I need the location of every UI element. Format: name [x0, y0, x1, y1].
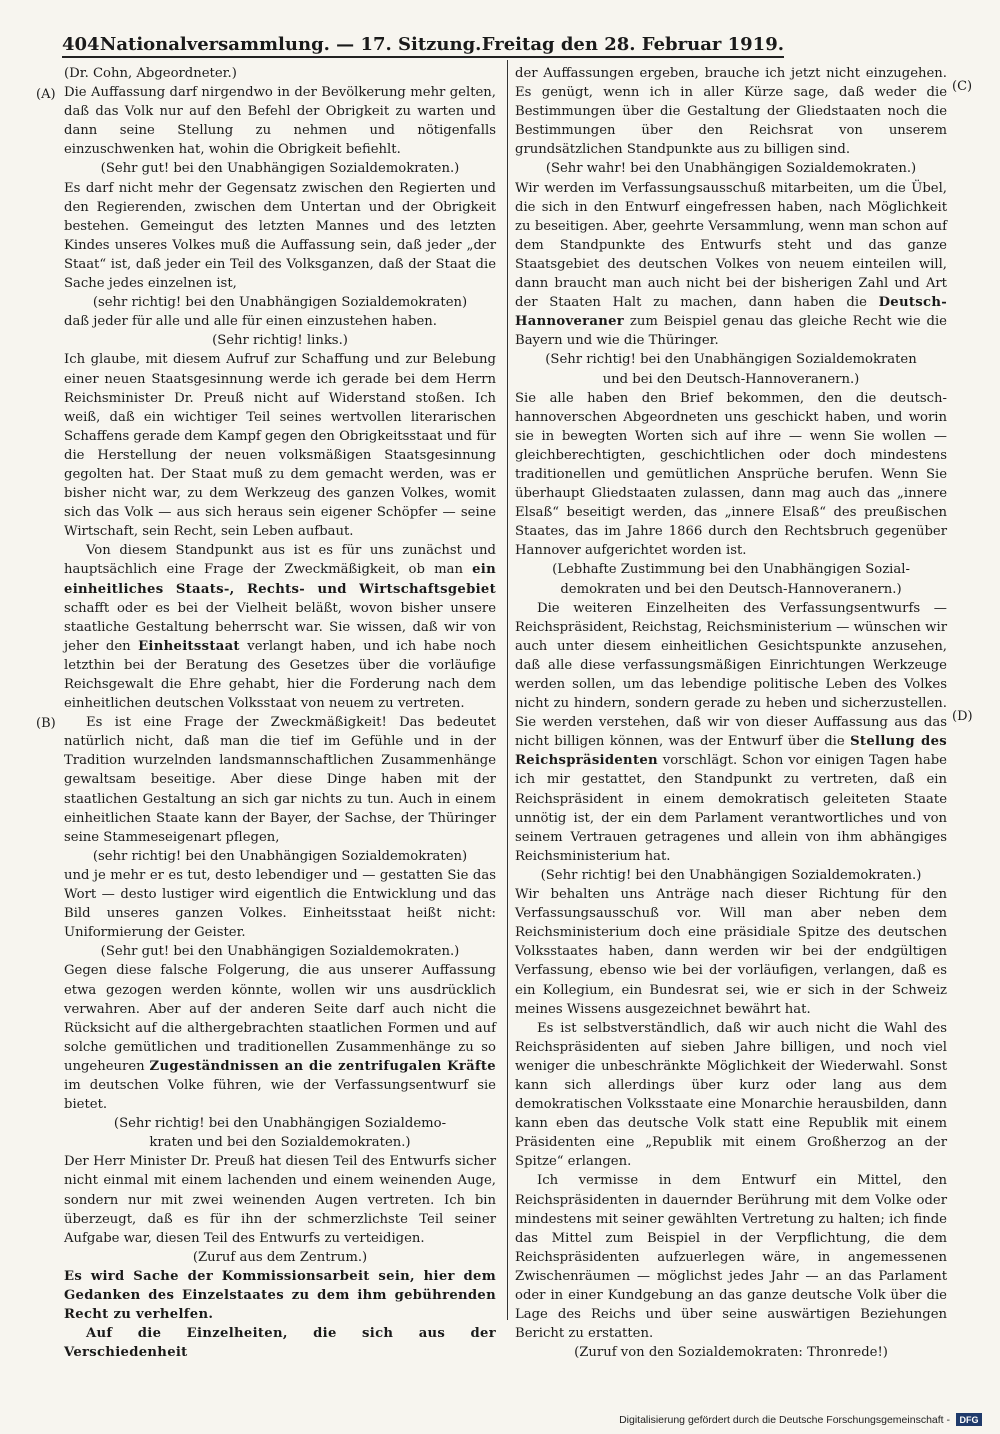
text-run: im deutschen Volke führen, wie der Verfassungsentwurf sie bietet.	[64, 1077, 496, 1113]
paragraph: Es ist eine Frage der Zweckmäßigkeit! Das bedeutet natürlich nicht, daß man die tief im Gefühle und in der Tradition wurzelnden landsmannschaftlichen Zusammenhänge gewaltsam beseitige. Aber diese Dinge haben mit der staatlichen Gestaltung an sich gar nichts zu tun. Auch in einem einheitlichen Staate kann der Bayer, der Sachse, der Thüringer seine Stammeseigenart pflegen,	[64, 715, 496, 845]
interjection: kraten und bei den Sozialdemokraten.)	[149, 1135, 411, 1151]
paragraph: Die Auffassung darf nirgendwo in der Bevölkerung mehr gelten, daß das Volk nur auf den Befehl der Obrigkeit zu warten und dann seine Stellung zu nehmen und nötigenfalls einzuschwenken hat, wohin die Obrigkeit befiehlt.	[64, 85, 496, 158]
paragraph: Der Herr Minister Dr. Preuß hat diesen Teil des Entwurfs sicher nicht einmal mit einem lachenden und einem weinenden Auge, sondern nur mit zwei weinenden Augen vertreten. Ich bin überzeugt, daß es für ihn der schmerzlichste Teil seiner Aufgabe war, diesen Teil des Entwurfs zu verteidigen.	[64, 1154, 496, 1246]
emphasis-text: Zugeständnissen an die zentrifugalen Kräfte	[149, 1058, 496, 1074]
emphasis-text: ein einheitliches Staats-, Rechts- und Wirtschaftsgebiet	[64, 562, 496, 597]
interjection: (Zuruf von den Sozialdemokraten: Thronrede!)	[574, 1345, 888, 1361]
paragraph	[515, 599, 947, 866]
credit-text: Digitalisierung gefördert durch die Deutsche Forschungsgemeinschaft -	[619, 1413, 950, 1426]
interjection: (Zuruf aus dem Zentrum.)	[192, 1249, 368, 1265]
digitization-credit	[619, 1413, 982, 1426]
interjection: (Sehr richtig! bei den Unabhängigen Sozialdemo-	[113, 1116, 447, 1132]
paragraph: Es wird Sache der Kommissionsarbeit sein, hier dem Gedanken des Einzelstaates zu dem ihm gebührenden Recht zu verhelfen.	[64, 1268, 496, 1323]
interjection: (sehr richtig! bei den Unabhängigen Sozialdemokraten)	[92, 295, 468, 311]
session-title: Nationalversammlung. — 17. Sitzung.	[99, 33, 482, 55]
interjection: (Sehr gut! bei den Unabhängigen Sozialdemokraten.)	[100, 161, 460, 177]
paragraph: Ich glaube, mit diesem Aufruf zur Schaffung und zur Belebung einer neuen Staatsgesinnung werde ich gerade bei dem Herrn Reichsminister Dr. Preuß nicht auf Widerstand stoßen. Ich weiß, daß ein wichtiger Teil seines wertvollen literarischen Schaffens gerade dem Kampf gegen den Obrigkeitsstaat und für die Herstellung der neuen volksmäßigen Staatsgesinnung gegolten hat. Der Staat muß zu dem gemacht werden, was er bisher nicht war, zu dem Werkzeug des ganzen Volkes, womit sich das Volk — aus sich heraus sein eigener Schöpfer — seine Wirtschaft, sein Recht, sein Leben aufbaut.	[64, 352, 496, 540]
paragraph: der Auffassungen ergeben, brauche ich jetzt nicht einzugehen. Es genügt, wenn ich in aller Kürze sage, daß weder die Bestimmungen über die Gestaltung der Gliedstaaten noch die Bestimmungen über den Reichsrat von unserem grundsätzlichen Standpunkte aus zu billigen sind.	[515, 66, 947, 158]
text-run: Wir werden im Verfassungsausschuß mitarbeiten, um die Übel, die sich in den Entwurf eingefressen haben, nach Möglichkeit zu beseitigen. Aber, geehrte Versammlung, wenn man schon auf dem Standpunkte des Entwurfs steht und das ganze Staatsgebiet des deutschen Volkes von neuem einteilen will, dann braucht man auch nicht bei der bisherigen Zahl und Art der Staaten Halt zu machen, dann haben die	[515, 180, 947, 311]
text-run: schafft oder es bei der Vielheit beläßt, wovon bisher unsere staatliche Gestaltung beherrscht war. Sie wissen, daß wir von jeher den	[64, 600, 496, 654]
text-run: vorschlägt. Schon vor einigen Tagen habe ich mir gestattet, den Standpunkt zu vertreten, daß ein Reichspräsident in einem demokratisch geleiteten Staate unnötig ist, der ein dem Parlament verantwortliches und von seinem Vertrauen getragenes und allein von ihm abhängiges Reichsministerium hat.	[515, 753, 947, 864]
paragraph	[515, 179, 947, 351]
emphasis-text: Stellung des Reichspräsidenten	[515, 734, 947, 769]
right-column	[515, 64, 947, 1362]
interjection: (sehr richtig! bei den Unabhängigen Sozialdemokraten)	[92, 848, 468, 864]
session-date: Freitag den 28. Februar 1919.	[481, 33, 784, 55]
paragraph	[64, 541, 496, 713]
interjection: demokraten und bei den Deutsch-Hannoveranern.)	[560, 581, 902, 597]
speaker-note: (Dr. Cohn, Abgeordneter.)	[64, 66, 237, 81]
margin-marker-c: (C)	[952, 79, 973, 94]
emphasis-text: Einheitsstaat	[138, 638, 240, 654]
interjection: (Sehr richtig! bei den Unabhängigen Sozialdemokraten	[545, 352, 917, 368]
paragraph: Es ist selbstverständlich, daß wir auch nicht die Wahl des Reichspräsidenten auf sieben Jahre billigen, und noch viel weniger die unbeschränkte Möglichkeit der Wiederwahl. Sonst kann sich allerdings über kurz oder lang aus dem demokratischen Volksstaate eine Monarchie herausbilden, dann kann eben das deutsche Volk statt eine Republik mit einem Präsidenten eine „Republik mit einem Großherzog an der Spitze“ erlangen.	[515, 1020, 947, 1170]
page-number: 404	[62, 33, 100, 55]
emphasis-text: Deutsch-Hannoveraner	[515, 295, 947, 330]
paragraph: und je mehr er es tut, desto lebendiger und — gestatten Sie das Wort — desto lustiger wird eigentlich die Entwicklung und das Bild unseres ganzen Volkes. Einheitsstaat heißt nicht: Uniformierung der Geister.	[64, 867, 496, 941]
paragraph	[64, 961, 496, 1114]
paragraph: Es darf nicht mehr der Gegensatz zwischen den Regierten und den Regierenden, zwischen dem Untertan und der Obrigkeit bestehen. Gemeingut des letzten Mannes und des letzten Kindes unseres Volkes muß die Auffassung sein, daß jeder „der Staat“ ist, daß jeder ein Teil des Volksganzen, daß der Staat die Sache jedes einzelnen ist,	[64, 180, 496, 292]
margin-marker-a: (A)	[36, 87, 56, 102]
interjection: (Sehr richtig! links.)	[212, 333, 348, 349]
paragraph: Ich vermisse in dem Entwurf ein Mittel, den Reichspräsidenten in dauernder Berührung mit dem Volke oder mindestens mit seiner gewählten Vertretung zu halten; ich finde das Mittel zum Beispiel in der Verpflichtung, die dem Reichspräsidenten aufzuerlegen wäre, in angemessenen Zwischenräumen — möglichst jedes Jahr — an das Parlament oder in einer Kundgebung an das ganze deutsche Volk über die Lage des Reichs und über seine auswärtigen Beziehungen Bericht zu erstatten.	[515, 1173, 947, 1342]
text-run: verlangt haben, und ich habe noch letzthin bei der Beratung des Gesetzes über die vorläufige Reichsgewalt die Ehre gehabt, hier die Forderung nach dem einheitlichen deutschen Volksstaat von neuem zu vertreten.	[64, 638, 496, 712]
text-run: Die weiteren Einzelheiten des Verfassungsentwurfs — Reichspräsident, Reichstag, Reichsministerium — wünschen wir auch unter diesem einheitlichen Gesichtspunkte anzusehen, daß alle diese verfassungsmäßigen Einrichtungen Werkzeuge werden sollen, um das lebendige politische Leben des Volkes nicht zu hindern, sondern gerade zu heben und sicherzustellen. Sie werden verstehen, daß wir von dieser Auffassung aus das nicht billigen können, was der Entwurf über die	[515, 600, 947, 750]
left-column	[64, 64, 496, 1362]
interjection: (Sehr richtig! bei den Unabhängigen Sozialdemokraten.)	[540, 867, 922, 883]
page-header	[62, 32, 784, 58]
paragraph: daß jeder für alle und alle für einen einzustehen haben.	[64, 314, 437, 330]
interjection: (Sehr gut! bei den Unabhängigen Sozialdemokraten.)	[100, 944, 460, 960]
margin-marker-d: (D)	[952, 709, 973, 724]
margin-marker-b: (B)	[36, 716, 56, 731]
interjection: und bei den Deutsch-Hannoveranern.)	[602, 371, 860, 387]
dfg-logo: DFG	[956, 1413, 982, 1426]
text-run: zum Beispiel genau das gleiche Recht wie die Bayern und wie die Thüringer.	[515, 314, 947, 349]
interjection: (Sehr wahr! bei den Unabhängigen Sozialdemokraten.)	[545, 161, 917, 177]
paragraph: Sie alle haben den Brief bekommen, den die deutsch-hannoverschen Abgeordneten uns geschickt haben, und worin sie in bewegten Worten sich auf ihre — wenn Sie wollen — gleichberechtigten, geschichtlichen oder doch mindestens traditionellen und gemütlichen Ansprüche berufen. Wenn Sie überhaupt Gliedstaaten zulassen, dann mag auch das „innere Elsaß“ beseitigt werden, das „innere Elsaß“ des preußischen Staates, das im Jahre 1866 durch den Rechtsbruch gegenüber Hannover aufgerichtet worden ist.	[515, 390, 947, 559]
text-run: Gegen diese falsche Folgerung, die aus unserer Auffassung etwa gezogen werden könnte, wollen wir uns ausdrücklich verwahren. Aber auf der anderen Seite darf auch nicht die Rücksicht auf die althergebrachten staatlichen Formen und auf solche gemütlichen und traditionellen Zusammenhänge zu so ungeheuren	[64, 963, 496, 1074]
interjection: (Lebhafte Zustimmung bei den Unabhängigen Sozial-	[552, 562, 910, 578]
text-run: Von diesem Standpunkt aus ist es für uns zunächst und hauptsächlich eine Frage der Zweckmäßigkeit, ob man	[64, 543, 496, 578]
paragraph: Auf die Einzelheiten, die sich aus der Verschiedenheit	[64, 1326, 496, 1361]
column-divider	[507, 60, 508, 1320]
paragraph: Wir behalten uns Anträge nach dieser Richtung für den Verfassungsausschuß vor. Will man aber neben dem Reichsministerium doch eine präsidiale Spitze des deutschen Volksstaates haben, dann werden wir bei der endgültigen Verfassung, ebenso wie bei der vorläufigen, verlangen, daß es ein Kollegium, ein Bundesrat sei, wie er sich in der Schweiz meines Wissens ausgezeichnet bewährt hat.	[515, 887, 947, 1017]
